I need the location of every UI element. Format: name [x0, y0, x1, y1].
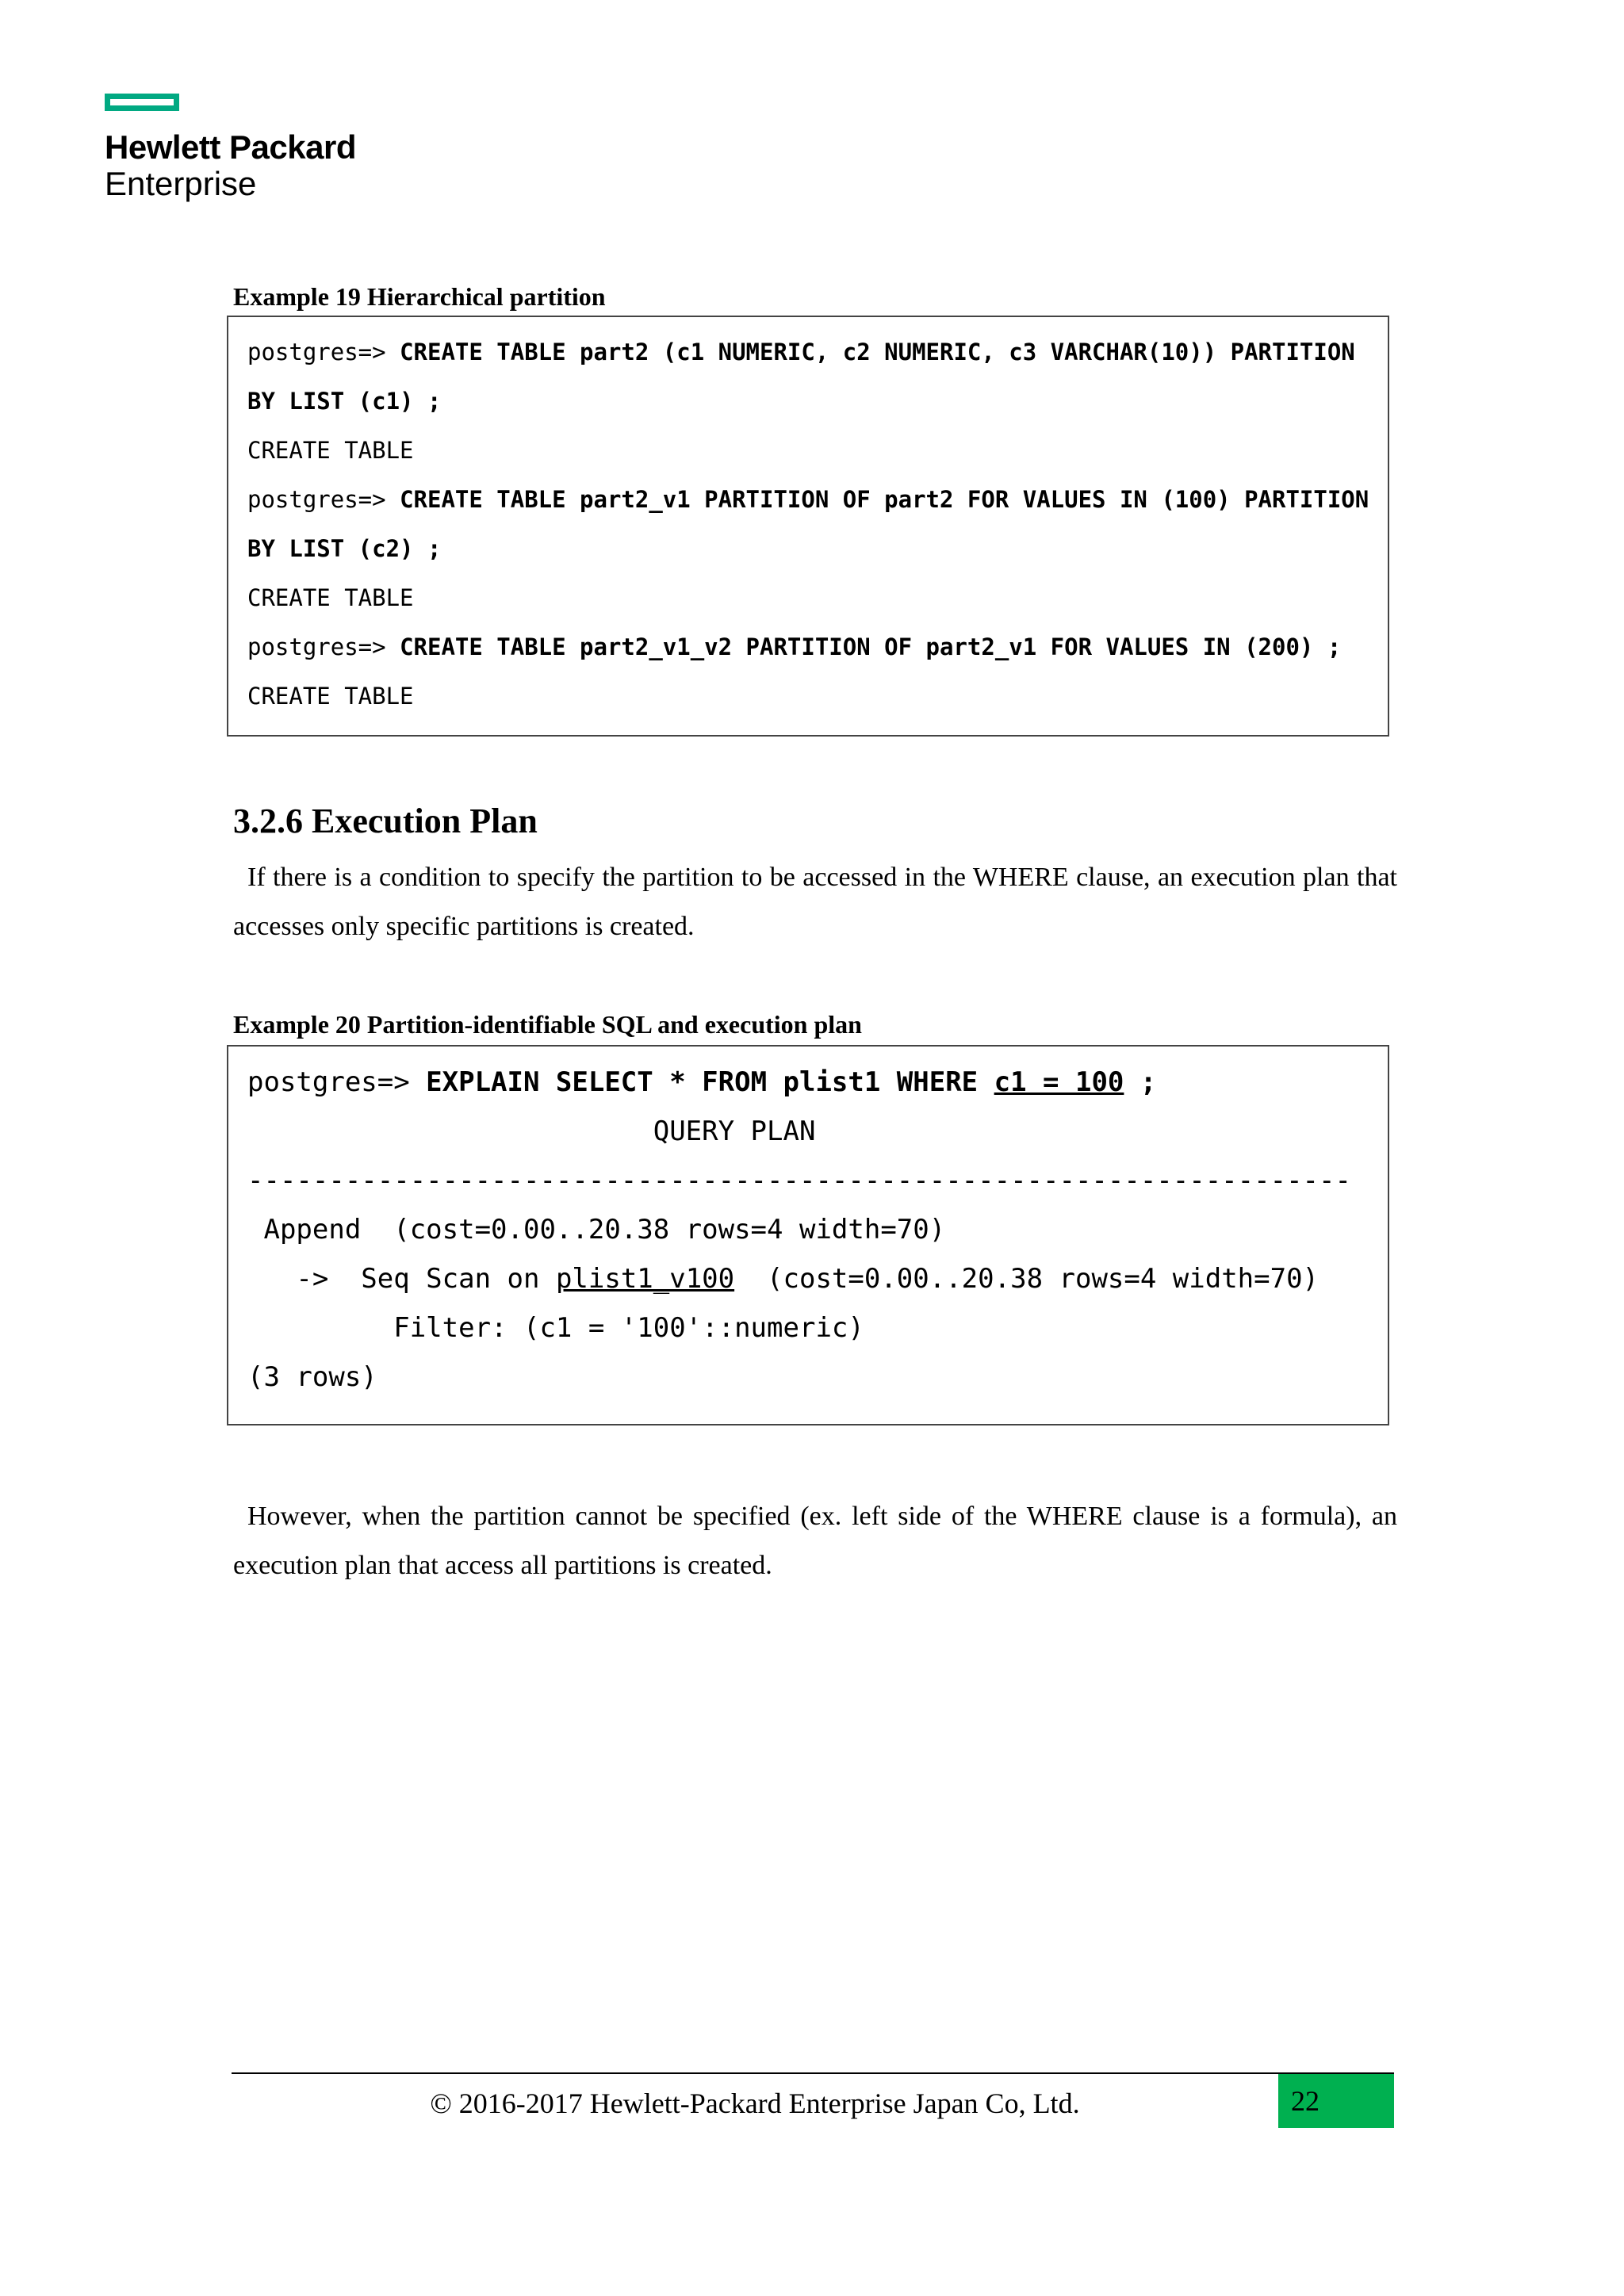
- code-output: CREATE TABLE: [247, 437, 414, 464]
- hpe-logo-bar-icon: [105, 94, 179, 111]
- code-command-end: ;: [1124, 1066, 1157, 1098]
- code-command-condition: c1 = 100: [994, 1066, 1124, 1098]
- body-paragraph: However, when the partition cannot be specified (ex. left side of the WHERE clause is a formula), an execution plan that access all partitions is created.: [233, 1502, 1397, 1580]
- code-command: CREATE TABLE part2_v1_v2 PARTITION OF part2_v1 FOR VALUES IN (200) ;: [400, 633, 1342, 660]
- footer-divider: [232, 2072, 1394, 2074]
- section-paragraph: If there is a condition to specify the partition to be accessed in the WHERE clause, an execution plan that accesses only specific partitions is created.: [233, 863, 1397, 941]
- page-number: 22: [1291, 2085, 1320, 2117]
- code-prompt: postgres=>: [247, 1066, 427, 1098]
- plan-seqscan-line: [247, 1259, 1388, 1308]
- seqscan-prefix: -> Seq Scan on: [247, 1263, 556, 1295]
- plan-separator: --------------------------------------------------------------------: [247, 1165, 1351, 1196]
- code-line: [247, 531, 1388, 580]
- code-prompt: postgres=>: [247, 633, 400, 660]
- section-heading: 3.2.6 Execution Plan: [233, 802, 538, 840]
- example19-code-box: [227, 316, 1389, 737]
- code-line: [247, 1062, 1388, 1112]
- code-line: [247, 482, 1388, 531]
- code-line: [247, 629, 1388, 679]
- code-output: CREATE TABLE: [247, 683, 414, 710]
- footer-copyright: © 2016-2017 Hewlett-Packard Enterprise Japan Co, Ltd.: [430, 2087, 1080, 2119]
- seqscan-table: plist1_v100: [555, 1263, 735, 1295]
- code-line: [247, 384, 1388, 433]
- hpe-logo: [105, 94, 356, 201]
- code-command: BY LIST (c2) ;: [247, 535, 442, 562]
- page-number-box: [1278, 2074, 1394, 2128]
- code-line: [247, 335, 1388, 384]
- example20-caption: Example 20 Partition-identifiable SQL and execution plan: [233, 1010, 862, 1039]
- code-prompt: postgres=>: [247, 339, 400, 365]
- seqscan-cost: (cost=0.00..20.38 rows=4 width=70): [734, 1263, 1320, 1295]
- example20-code-box: [227, 1045, 1389, 1425]
- code-output: CREATE TABLE: [247, 584, 414, 611]
- plan-header: QUERY PLAN: [247, 1115, 816, 1147]
- plan-rows-line: (3 rows): [247, 1361, 377, 1393]
- code-command: BY LIST (c1) ;: [247, 388, 442, 415]
- code-prompt: postgres=>: [247, 486, 400, 513]
- brand-name-line2: Enterprise: [105, 165, 257, 202]
- plan-filter-line: Filter: (c1 = '100'::numeric): [247, 1312, 864, 1344]
- example19-caption: Example 19 Hierarchical partition: [233, 282, 606, 311]
- plan-append-line: Append (cost=0.00..20.38 rows=4 width=70): [247, 1214, 946, 1246]
- code-command: CREATE TABLE part2 (c1 NUMERIC, c2 NUMERIC, c3 VARCHAR(10)) PARTITION: [400, 339, 1355, 365]
- code-command: CREATE TABLE part2_v1 PARTITION OF part2 FOR VALUES IN (100) PARTITION: [400, 486, 1369, 513]
- brand-name-line1: Hewlett Packard: [105, 128, 356, 166]
- code-command: EXPLAIN SELECT * FROM plist1 WHERE: [426, 1066, 994, 1098]
